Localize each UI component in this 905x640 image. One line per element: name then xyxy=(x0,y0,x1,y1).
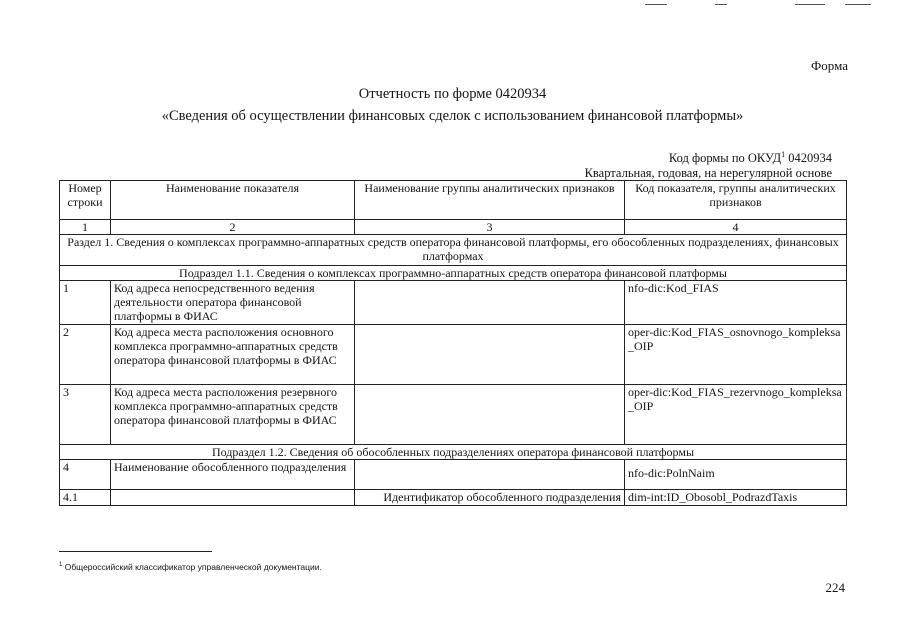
row-indicator-name: Наименование обособленного подразделения xyxy=(111,460,355,490)
row-indicator-name: Код адреса места расположения основного комплекса программно-аппаратных средств оператора финансовой платформы в ФИАС xyxy=(111,325,355,385)
table-row xyxy=(60,460,847,490)
table-row xyxy=(60,281,847,325)
row-code: oper-dic:Kod_FIAS_osnovnogo_kompleksa_OIP xyxy=(625,325,847,385)
column-number: 1 xyxy=(60,220,111,235)
row-group-name xyxy=(355,281,625,325)
report-title: Отчетность по форме 0420934 xyxy=(358,86,547,102)
header-group-name: Наименование группы аналитических признаков xyxy=(355,181,625,220)
row-number: 3 xyxy=(60,385,111,445)
row-number: 4 xyxy=(60,460,111,490)
subsection-row xyxy=(60,266,847,281)
header-indicator-name: Наименование показателя xyxy=(111,181,355,220)
row-code: dim-int:ID_Obosobl_PodrazdTaxis xyxy=(625,490,847,506)
section-title: Раздел 1. Сведения о комплексах программно-аппаратных средств оператора финансовой платформы, его обособленных подразделениях, финансовых платформах xyxy=(60,235,847,266)
table-header-row xyxy=(60,181,847,220)
okud-code: 0420934 xyxy=(785,151,832,166)
row-indicator-name: Код адреса места расположения резервного комплекса программно-аппаратных средств оператора финансовой платформы в ФИАС xyxy=(111,385,355,445)
footnote-marker: 1 xyxy=(59,562,63,569)
row-group-name xyxy=(355,460,625,490)
footnote xyxy=(59,562,322,572)
footnote-text: Общероссийский классификатор управленческой документации. xyxy=(62,562,322,572)
okud-prefix: Код формы по ОКУД xyxy=(668,151,782,166)
subsection-row xyxy=(60,445,847,460)
row-code: oper-dic:Kod_FIAS_rezervnogo_kompleksa_OIP xyxy=(625,385,847,445)
subsection-title: Подраздел 1.1. Сведения о комплексах программно-аппаратных средств оператора финансовой платформы xyxy=(60,266,847,281)
column-number: 4 xyxy=(625,220,847,235)
section-row xyxy=(60,235,847,266)
okud-footnote-ref: 1 xyxy=(781,150,786,159)
row-group-name xyxy=(355,325,625,385)
scan-marks xyxy=(645,4,875,6)
row-code: nfo-dic:PolnNaim xyxy=(625,460,847,490)
table-row xyxy=(60,385,847,445)
column-number-row xyxy=(60,220,847,235)
row-indicator-name xyxy=(111,490,355,506)
row-indicator-name: Код адреса непосредственного ведения деятельности оператора финансовой платформы в ФИАС xyxy=(111,281,355,325)
table-row xyxy=(60,490,847,506)
form-label: Форма xyxy=(811,58,848,73)
row-number: 1 xyxy=(60,281,111,325)
row-group-name xyxy=(355,385,625,445)
report-table xyxy=(59,180,847,506)
row-group-name: Идентификатор обособленного подразделения xyxy=(355,490,625,506)
report-subtitle: «Сведения об осуществлении финансовых сделок с использованием финансовой платформы» xyxy=(161,108,744,124)
periodicity-line: Квартальная, годовая, на нерегулярной основе xyxy=(584,166,832,180)
header-row-number: Номер строки xyxy=(60,181,111,220)
table-row xyxy=(60,325,847,385)
row-code: nfo-dic:Kod_FIAS xyxy=(625,281,847,325)
header-code: Код показателя, группы аналитических признаков xyxy=(625,181,847,220)
subsection-title: Подраздел 1.2. Сведения об обособленных подразделениях оператора финансовой платформы xyxy=(60,445,847,460)
column-number: 3 xyxy=(355,220,625,235)
page-number: 224 xyxy=(825,580,845,595)
okud-code-line xyxy=(669,150,832,166)
row-number: 4.1 xyxy=(60,490,111,506)
footnote-separator xyxy=(59,551,212,552)
row-number: 2 xyxy=(60,325,111,385)
column-number: 2 xyxy=(111,220,355,235)
